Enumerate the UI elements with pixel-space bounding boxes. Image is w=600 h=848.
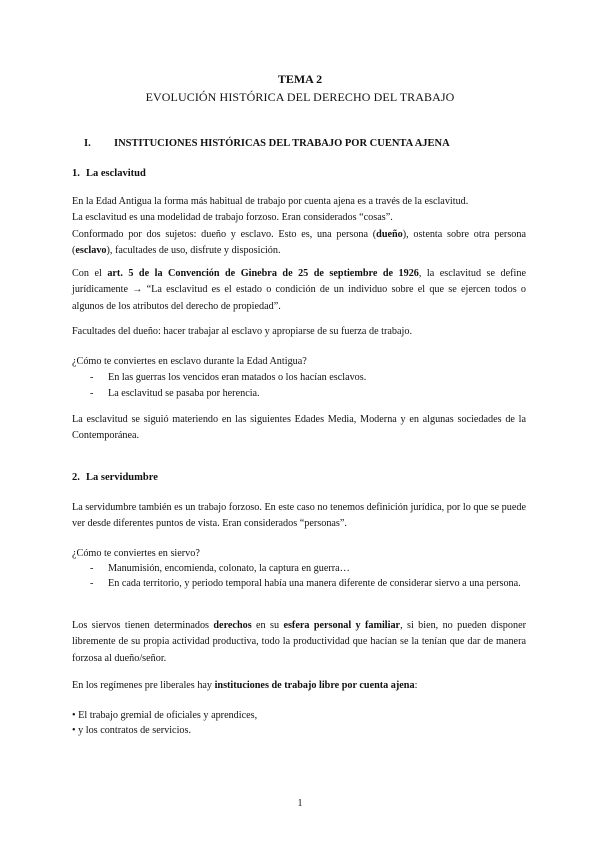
list-item: - La esclavitud se pasaba por herencia. <box>72 386 526 402</box>
question-esclavo: ¿Cómo te conviertes en esclavo durante la Edad Antigua? <box>72 356 307 367</box>
paragraph-facultades: Facultades del dueño: hacer trabajar al esclavo y apropiarse de su fuerza de trabajo. <box>72 326 412 337</box>
paragraph-esclavitud-intro <box>72 194 526 260</box>
text-line: En la Edad Antigua la forma más habitual de trabajo por cuenta ajena es a través de la esclavitud. <box>72 196 469 207</box>
dash-bullet: - <box>90 578 94 589</box>
text-line: La esclavitud es una modelidad de trabajo forzoso. Eran considerados “cosas”. <box>72 212 393 224</box>
list-item: - En cada territorio, y periodo temporal había una manera diferente de considerar siervo a una persona. <box>72 576 526 592</box>
question-siervo: ¿Cómo te conviertes en siervo? <box>72 548 200 559</box>
section-number: I. <box>84 138 91 149</box>
dash-bullet: - <box>90 388 94 399</box>
dash-bullet: - <box>90 372 94 383</box>
section-heading <box>84 138 450 149</box>
list-item: • El trabajo gremial de oficiales y aprendices, <box>72 710 258 721</box>
subheading-text: La servidumbre <box>86 472 158 483</box>
text-line: Conformado por dos sujetos: dueño y esclavo. Esto es, una persona (dueño), ostenta sobre otra persona (esclavo), facultades de uso, disfrute y disposición. <box>72 228 526 257</box>
paragraph-regimenes-preliberales: En los regímenes pre liberales hay instituciones de trabajo libre por cuenta ajena: <box>72 680 418 691</box>
paragraph-derechos-siervos: Los siervos tienen determinados derechos en su esfera personal y familiar, si bien, no pueden disponer libremente de su propia actividad productiva, todo la productividad que hacían se la tenían que dar de manera forzosa al dueño/señor. <box>72 620 527 664</box>
subheading-number: 1. <box>72 168 80 179</box>
subheading-servidumbre <box>72 472 158 483</box>
subheading-esclavitud <box>72 168 146 179</box>
subheading-number: 2. <box>72 472 80 483</box>
list-item: - Manumisión, encomienda, colonato, la captura en guerra… <box>72 561 526 577</box>
list-item: - En las guerras los vencidos eran matados o los hacían esclavos. <box>72 370 526 386</box>
document-title: TEMA 2 <box>277 72 323 86</box>
dash-bullet: - <box>90 563 94 574</box>
section-title: INSTITUCIONES HISTÓRICAS DEL TRABAJO POR CUENTA AJENA <box>114 138 450 149</box>
paragraph-esclavitud-continuidad: La esclavitud se siguió materiendo en las siguientes Edades Media, Moderna y en algunas sociedades de la Contemporánea. <box>72 414 526 442</box>
list-item: • y los contratos de servicios. <box>72 725 192 736</box>
subheading-text: La esclavitud <box>86 168 146 179</box>
page-number: 1 <box>297 798 303 809</box>
document-subtitle: EVOLUCIÓN HISTÓRICA DEL DERECHO DEL TRABAJO <box>145 90 455 104</box>
paragraph-servidumbre-intro: La servidumbre también es un trabajo forzoso. En este caso no tenemos definición jurídica, por lo que se puede ver desde diferentes puntos de vista. Eran considerados “personas”. <box>72 502 526 530</box>
paragraph-convencion-ginebra: Con el art. 5 de la Convención de Ginebra de 25 de septiembre de 1926, la esclavitud se define jurídicamente → “La esclavitud es el estado o condición de un individuo sobre el que se ejercen todos o algunos de los atributos del derecho de propiedad”. <box>72 268 526 312</box>
